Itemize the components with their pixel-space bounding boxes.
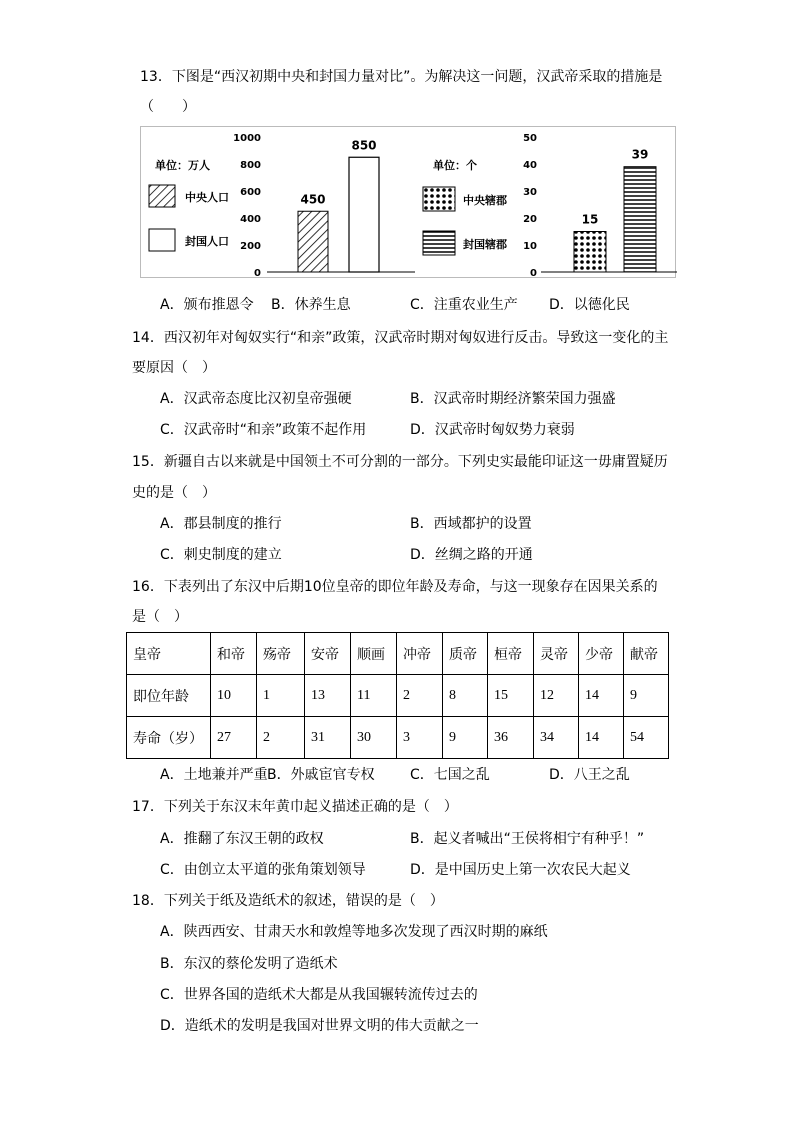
chart2-bar-label-fief: 39 (631, 147, 649, 162)
q14-stem-line2: 要原因（ ） (132, 360, 216, 376)
y-tick-label: 40 (523, 160, 537, 171)
table-cell: 31 (305, 717, 351, 759)
chart2-legend-central: 中央辖郡 (463, 194, 507, 207)
table-cell: 36 (488, 717, 534, 759)
q13-option-a[interactable]: A．颁布推恩令 (160, 297, 254, 313)
q18-stem-line1: 18．下列关于纸及造纸术的叙述，错误的是（ ） (132, 893, 444, 909)
q17-option-b[interactable]: B．起义者喊出“王侯将相宁有种乎！” (410, 831, 645, 847)
q13-charts-svg (141, 127, 677, 279)
chart1-legend-swatch-central (149, 185, 175, 207)
table-cell: 54 (624, 717, 669, 759)
table-cell: 3 (397, 717, 443, 759)
table-header-cell: 皇帝 (127, 633, 211, 675)
table-header-cell: 灵帝 (534, 633, 579, 675)
chart2-legend-swatch-central (423, 187, 455, 211)
chart2-legend-fief: 封国辖郡 (463, 238, 507, 251)
q16-option-d[interactable]: D．八王之乱 (549, 767, 630, 783)
chart1-unit-label: 单位：万人 (155, 159, 210, 172)
q14-option-a[interactable]: A．汉武帝态度比汉初皇帝强硬 (160, 391, 352, 407)
table-cell: 11 (351, 675, 397, 717)
q15-option-c[interactable]: C．刺史制度的建立 (160, 547, 282, 563)
q13-option-d[interactable]: D．以德化民 (549, 297, 630, 313)
table-header-cell: 桓帝 (488, 633, 534, 675)
q15-option-d[interactable]: D．丝绸之路的开通 (410, 547, 533, 563)
table-row (127, 675, 669, 717)
table-cell: 15 (488, 675, 534, 717)
chart2-y-ticks (523, 133, 537, 279)
table-header-cell: 顺画 (351, 633, 397, 675)
table-cell: 30 (351, 717, 397, 759)
y-tick-label: 1000 (233, 133, 261, 144)
q16-option-c[interactable]: C．七国之乱 (410, 767, 490, 783)
chart1-legend-fief: 封国人口 (185, 235, 229, 248)
q15-stem-line1: 15．新疆自古以来就是中国领土不可分割的一部分。下列史实最能印证这一毋庸置疑历 (132, 454, 668, 470)
table-header-cell: 少帝 (579, 633, 624, 675)
q14-option-d[interactable]: D．汉武帝时匈奴势力衰弱 (410, 422, 575, 438)
q13-chart-figure (140, 126, 676, 278)
q18-option-d[interactable]: D．造纸术的发明是我国对世界文明的伟大贡献之一 (160, 1018, 479, 1034)
table-cell: 9 (624, 675, 669, 717)
q16-table (126, 632, 669, 759)
table-header-cell: 冲帝 (397, 633, 443, 675)
table-header-cell: 献帝 (624, 633, 669, 675)
chart1-bar-label-central: 450 (300, 192, 326, 207)
chart2-bar-label-central: 15 (581, 212, 599, 227)
table-cell: 27 (211, 717, 257, 759)
table-header-cell: 殇帝 (257, 633, 305, 675)
q17-option-c[interactable]: C．由创立太平道的张角策划领导 (160, 862, 366, 878)
y-tick-label: 30 (523, 187, 537, 198)
y-tick-label: 200 (240, 241, 261, 252)
q15-option-a[interactable]: A．郡县制度的推行 (160, 516, 282, 532)
chart1-bar-central (298, 211, 328, 272)
table-cell: 9 (443, 717, 488, 759)
table-cell: 13 (305, 675, 351, 717)
y-tick-label: 20 (523, 214, 537, 225)
y-tick-label: 400 (240, 214, 261, 225)
chart2-legend-swatch-fief (423, 231, 455, 255)
y-tick-label: 0 (254, 268, 261, 279)
table-cell: 2 (397, 675, 443, 717)
table-cell: 14 (579, 675, 624, 717)
y-tick-label: 600 (240, 187, 261, 198)
table-cell: 即位年龄 (127, 675, 211, 717)
q18-option-a[interactable]: A．陕西西安、甘肃天水和敦煌等地多次发现了西汉时期的麻纸 (160, 924, 548, 940)
y-tick-label: 800 (240, 160, 261, 171)
chart1-bar-fief (349, 157, 379, 272)
y-tick-label: 10 (523, 241, 537, 252)
chart2-bar-fief (624, 167, 656, 272)
q14-option-c[interactable]: C．汉武帝时“和亲”政策不起作用 (160, 422, 367, 438)
q14-stem-line1: 14．西汉初年对匈奴实行“和亲”政策，汉武帝时期对匈奴进行反击。导致这一变化的主 (132, 330, 669, 346)
q18-option-c[interactable]: C．世界各国的造纸术大都是从我国辗转流传过去的 (160, 987, 478, 1003)
q16-option-b[interactable]: B．外戚宦官专权 (267, 767, 375, 783)
table-cell: 8 (443, 675, 488, 717)
chart2-unit-label: 单位：个 (433, 159, 477, 172)
chart1-legend-swatch-fief (149, 229, 175, 251)
table-cell: 10 (211, 675, 257, 717)
q18-option-b[interactable]: B．东汉的蔡伦发明了造纸术 (160, 956, 338, 972)
table-header-cell: 质帝 (443, 633, 488, 675)
table-cell: 寿命（岁） (127, 717, 211, 759)
chart1-y-ticks (233, 133, 261, 279)
q13-option-c[interactable]: C．注重农业生产 (410, 297, 518, 313)
table-header-cell: 和帝 (211, 633, 257, 675)
table-cell: 2 (257, 717, 305, 759)
q15-stem-line2: 史的是（ ） (132, 485, 216, 501)
y-tick-label: 50 (523, 133, 537, 144)
table-cell: 1 (257, 675, 305, 717)
table-cell: 34 (534, 717, 579, 759)
q16-option-a[interactable]: A．土地兼并严重 (160, 767, 268, 783)
q17-stem-line1: 17．下列关于东汉末年黄巾起义描述正确的是（ ） (132, 799, 458, 815)
q16-stem-line1: 16．下表列出了东汉中后期10位皇帝的即位年龄及寿命，与这一现象存在因果关系的 (132, 579, 658, 595)
table-cell: 14 (579, 717, 624, 759)
q13-stem-line1: 13．下图是“西汉初期中央和封国力量对比”。为解决这一问题，汉武帝采取的措施是 (140, 69, 663, 85)
q13-stem-line2: （ ） (140, 99, 196, 115)
y-tick-label: 0 (530, 268, 537, 279)
table-row (127, 717, 669, 759)
q15-option-b[interactable]: B．西域都护的设置 (410, 516, 532, 532)
q17-option-a[interactable]: A．推翻了东汉王朝的政权 (160, 831, 324, 847)
q14-option-b[interactable]: B．汉武帝时期经济繁荣国力强盛 (410, 391, 616, 407)
q16-stem-line2: 是（ ） (132, 609, 188, 625)
chart1-legend-central: 中央人口 (185, 191, 229, 204)
q16-table-header-row (127, 633, 669, 675)
chart2-bar-central (574, 232, 606, 273)
table-cell: 12 (534, 675, 579, 717)
q13-option-b[interactable]: B．休养生息 (271, 297, 351, 313)
table-header-cell: 安帝 (305, 633, 351, 675)
chart1-bar-label-fief: 850 (351, 138, 377, 153)
q17-option-d[interactable]: D．是中国历史上第一次农民大起义 (410, 862, 631, 878)
